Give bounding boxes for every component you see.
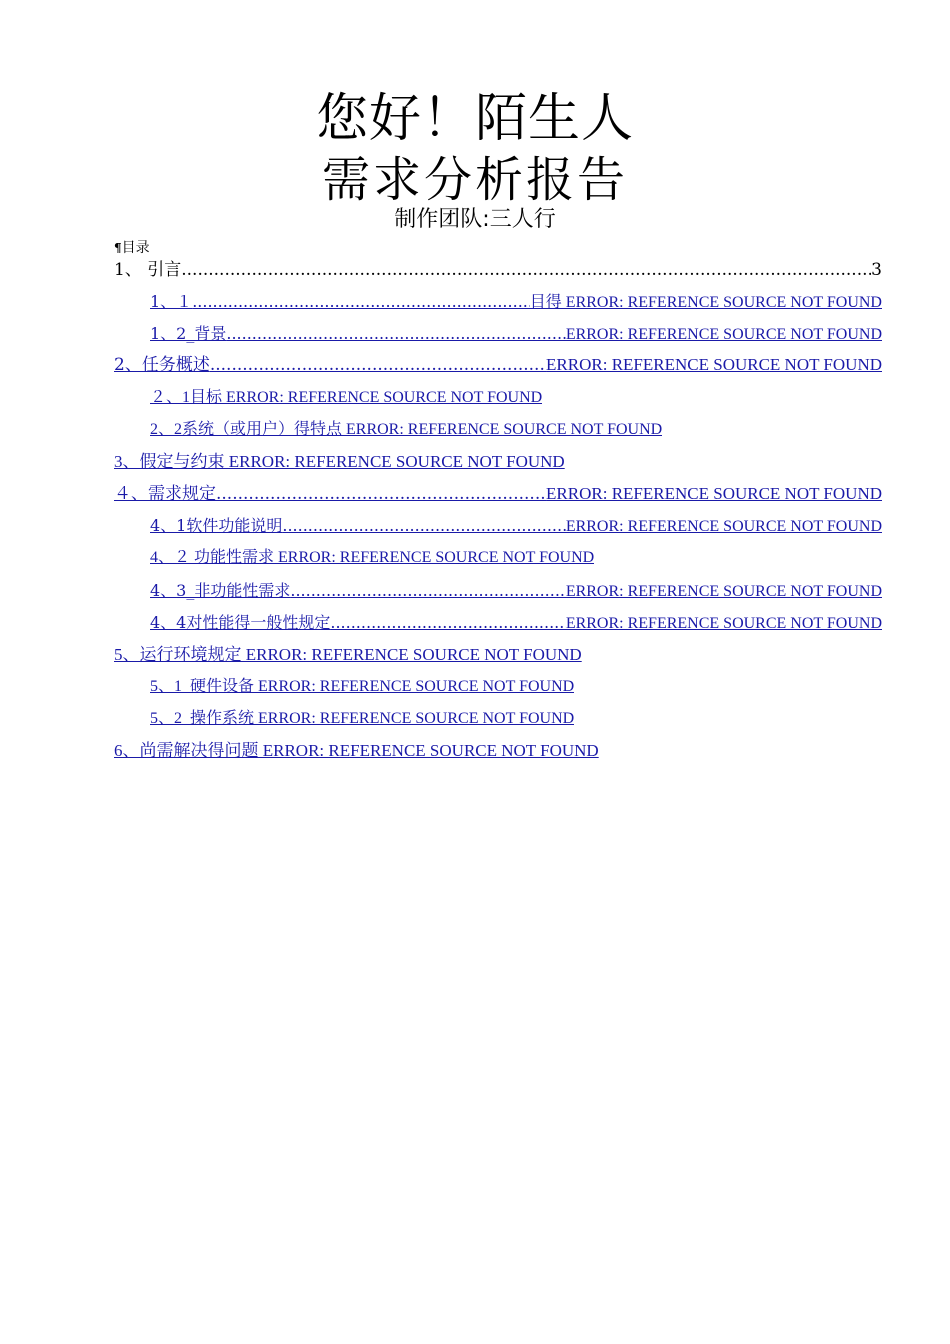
toc-dot-leader <box>226 323 565 345</box>
toc-entry-page: ERROR: REFERENCE SOURCE NOT FOUND <box>565 326 882 343</box>
toc-entry-label: 5、1_硬件设备 ERROR: REFERENCE SOURCE NOT FOUND <box>150 678 575 695</box>
toc-entry-3[interactable] <box>114 451 565 473</box>
toc-entry-label: 2、2系统（或用户）得特点 ERROR: REFERENCE SOURCE NOT FOUND <box>150 421 663 438</box>
toc-entry-page: ERROR: REFERENCE SOURCE NOT FOUND <box>546 484 882 503</box>
toc-entry-2-2[interactable] <box>150 419 662 441</box>
document-title-line2: 需求分析报告 <box>321 152 628 208</box>
document-title-line1: 您好！陌生人 <box>315 89 634 149</box>
toc-dot-leader <box>216 483 546 505</box>
toc-entry-label: 4、1软件功能说明 <box>150 516 283 535</box>
toc-entry-label: 6、尚需解决得问题 ERROR: REFERENCE SOURCE NOT FOUND <box>114 741 599 760</box>
toc-heading-text: 目录 <box>121 240 150 256</box>
toc-dot-leader <box>330 612 565 634</box>
toc-entry-4-4[interactable] <box>150 612 882 635</box>
toc-entry-label: 1、１ <box>150 292 193 311</box>
toc-entry-label: 5、2_操作系统 ERROR: REFERENCE SOURCE NOT FOUND <box>150 710 575 727</box>
toc-dot-leader <box>282 515 565 537</box>
toc-entry-label: 5、运行环境规定 ERROR: REFERENCE SOURCE NOT FOUND <box>114 645 582 664</box>
toc-entry-4[interactable] <box>114 483 882 505</box>
toc-heading <box>114 239 150 257</box>
toc-entry-4-1[interactable] <box>150 515 882 538</box>
toc-entry-page: ERROR: REFERENCE SOURCE NOT FOUND <box>565 518 882 535</box>
toc-entry-label: 2、任务概述 <box>114 355 210 375</box>
team-line: 制作团队:三人行 <box>394 207 556 232</box>
toc-entry-label: ２、1目标 ERROR: REFERENCE SOURCE NOT FOUND <box>150 389 543 406</box>
toc-dot-leader <box>181 259 871 281</box>
toc-entry-1-1[interactable] <box>150 291 882 314</box>
toc-entry-label: 4、4对性能得一般性规定 <box>150 613 331 632</box>
toc-entry-5-1[interactable] <box>150 676 574 698</box>
toc-entry-4-2[interactable] <box>150 547 594 569</box>
toc-entry-2-1[interactable] <box>150 387 542 409</box>
toc-entry-5[interactable] <box>114 644 582 666</box>
paragraph-mark-icon: ¶ <box>114 241 122 255</box>
toc-entry-5-2[interactable] <box>150 708 574 730</box>
toc-entry-label: 1、2_背景 <box>150 324 227 343</box>
toc-dot-leader <box>290 580 565 602</box>
toc-entry-label: ４、需求规定 <box>114 484 216 504</box>
toc-entry-page: 目得 ERROR: REFERENCE SOURCE NOT FOUND <box>529 294 882 311</box>
toc-entry-page: ERROR: REFERENCE SOURCE NOT FOUND <box>565 615 882 632</box>
toc-entry-page: ERROR: REFERENCE SOURCE NOT FOUND <box>565 583 882 600</box>
toc-entry-4-3[interactable] <box>150 580 882 603</box>
toc-entry-1[interactable] <box>114 259 882 281</box>
toc-entry-label: 1、 引言 <box>114 260 182 280</box>
toc-dot-leader <box>210 354 546 376</box>
toc-entry-page: 3 <box>871 260 882 280</box>
toc-entry-page: ERROR: REFERENCE SOURCE NOT FOUND <box>546 355 882 374</box>
toc-entry-label: 4、3_非功能性需求 <box>150 581 291 600</box>
toc-entry-label: 3、假定与约束 ERROR: REFERENCE SOURCE NOT FOUND <box>114 452 565 471</box>
toc-dot-leader <box>192 291 530 313</box>
toc-entry-2[interactable] <box>114 354 882 376</box>
toc-entry-label: 4、２ 功能性需求 ERROR: REFERENCE SOURCE NOT FOUND <box>150 549 595 566</box>
toc-entry-1-2[interactable] <box>150 323 882 346</box>
toc-entry-6[interactable] <box>114 740 599 762</box>
